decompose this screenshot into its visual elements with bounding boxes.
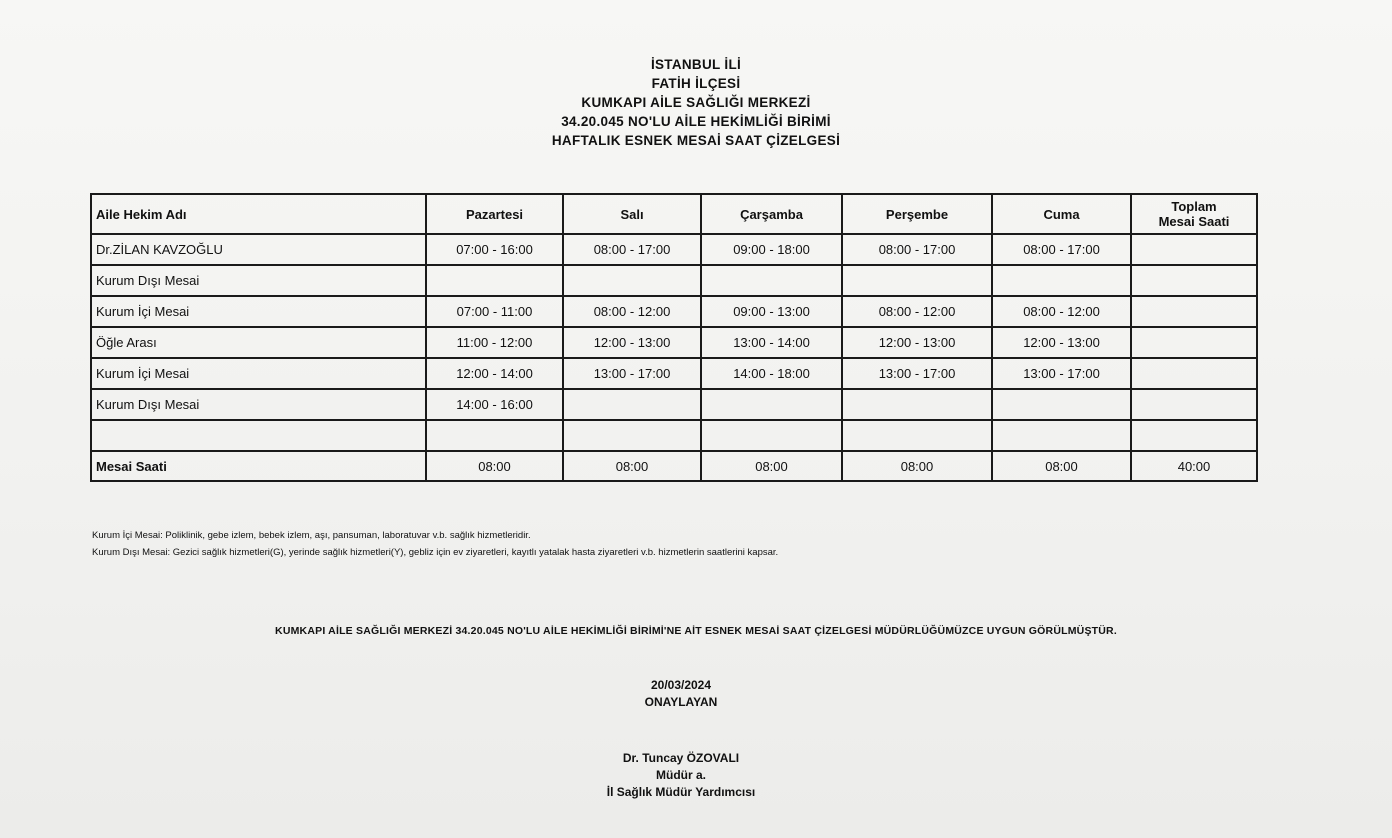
approval-statement: KUMKAPI AİLE SAĞLIĞI MERKEZİ 34.20.045 NO'LU AİLE HEKİMLİĞİ BİRİMİ'NE AİT ESNEK MESAİ SAAT ÇİZELGESİ MÜDÜRLÜĞÜMÜZCE UYGUN GÖRÜLMÜŞTÜR. — [275, 625, 1117, 637]
table-row — [91, 296, 1257, 327]
cell-thursday — [842, 389, 992, 420]
signatory-name: Dr. Tuncay ÖZOVALI — [622, 751, 740, 765]
header-tuesday: Salı — [563, 194, 701, 234]
cell-thursday: 12:00 - 13:00 — [842, 327, 992, 358]
cell-tuesday: 12:00 - 13:00 — [563, 327, 701, 358]
cell-monday: 11:00 - 12:00 — [426, 327, 563, 358]
cell-tuesday — [563, 265, 701, 296]
cell-wednesday — [701, 389, 842, 420]
cell-thursday — [842, 265, 992, 296]
header-friday: Cuma — [992, 194, 1131, 234]
cell-tuesday — [563, 420, 701, 451]
table-row — [91, 420, 1257, 451]
cell-total — [1131, 420, 1257, 451]
header-title: HAFTALIK ESNEK MESAİ SAAT ÇİZELGESİ — [551, 133, 841, 148]
total-wednesday: 08:00 — [701, 451, 842, 481]
cell-friday: 08:00 - 12:00 — [992, 296, 1131, 327]
signatory-block — [0, 750, 1362, 801]
header-province: İSTANBUL İLİ — [650, 57, 742, 72]
signatory-title: Müdür a. — [656, 768, 706, 782]
cell-wednesday — [701, 265, 842, 296]
cell-monday: 12:00 - 14:00 — [426, 358, 563, 389]
header-center: KUMKAPI AİLE SAĞLIĞI MERKEZİ — [581, 95, 811, 110]
header-name: Aile Hekim Adı — [91, 194, 426, 234]
cell-wednesday: 09:00 - 18:00 — [701, 234, 842, 265]
document-header — [0, 55, 1392, 150]
total-friday: 08:00 — [992, 451, 1131, 481]
signatory-position: İl Sağlık Müdür Yardımcısı — [606, 785, 756, 799]
cell-wednesday: 13:00 - 14:00 — [701, 327, 842, 358]
cell-total — [1131, 389, 1257, 420]
total-row-label: Mesai Saati — [91, 451, 426, 481]
cell-friday — [992, 389, 1131, 420]
cell-tuesday: 13:00 - 17:00 — [563, 358, 701, 389]
header-total-line1: Toplam — [1171, 199, 1217, 214]
total-monday: 08:00 — [426, 451, 563, 481]
row-label: Kurum İçi Mesai — [91, 358, 426, 389]
header-total — [1131, 194, 1257, 234]
footnotes — [92, 527, 778, 561]
cell-friday — [992, 420, 1131, 451]
cell-friday: 08:00 - 17:00 — [992, 234, 1131, 265]
header-total-line2: Mesai Saati — [1158, 214, 1230, 229]
header-monday: Pazartesi — [426, 194, 563, 234]
header-thursday: Perşembe — [842, 194, 992, 234]
total-thursday: 08:00 — [842, 451, 992, 481]
table-row — [91, 389, 1257, 420]
cell-thursday: 08:00 - 17:00 — [842, 234, 992, 265]
cell-thursday: 08:00 - 12:00 — [842, 296, 992, 327]
footnote-external: Kurum Dışı Mesai: Gezici sağlık hizmetleri(G), yerinde sağlık hizmetleri(Y), gebliz için ev ziyaretleri, kayıtlı yatalak hasta ziyaretleri v.b. hizmetlerin saatlerini kapsar. — [92, 547, 779, 558]
row-label: Kurum Dışı Mesai — [91, 389, 426, 420]
cell-tuesday — [563, 389, 701, 420]
cell-monday — [426, 265, 563, 296]
cell-total — [1131, 265, 1257, 296]
total-tuesday: 08:00 — [563, 451, 701, 481]
cell-monday: 07:00 - 16:00 — [426, 234, 563, 265]
cell-thursday: 13:00 - 17:00 — [842, 358, 992, 389]
cell-monday: 14:00 - 16:00 — [426, 389, 563, 420]
table-row — [91, 265, 1257, 296]
total-row — [91, 451, 1257, 481]
row-label: Öğle Arası — [91, 327, 426, 358]
row-label — [91, 420, 426, 451]
cell-monday: 07:00 - 11:00 — [426, 296, 563, 327]
cell-friday: 13:00 - 17:00 — [992, 358, 1131, 389]
cell-friday — [992, 265, 1131, 296]
header-wednesday: Çarşamba — [701, 194, 842, 234]
table-row — [91, 358, 1257, 389]
cell-monday — [426, 420, 563, 451]
cell-total — [1131, 296, 1257, 327]
table-row — [91, 234, 1257, 265]
cell-total — [1131, 327, 1257, 358]
cell-total — [1131, 358, 1257, 389]
row-label: Kurum İçi Mesai — [91, 296, 426, 327]
cell-tuesday: 08:00 - 12:00 — [563, 296, 701, 327]
approval-date-block — [0, 677, 1362, 711]
total-week: 40:00 — [1131, 451, 1257, 481]
cell-thursday — [842, 420, 992, 451]
row-label: Dr.ZİLAN KAVZOĞLU — [91, 234, 426, 265]
cell-wednesday: 09:00 - 13:00 — [701, 296, 842, 327]
approval-label: ONAYLAYAN — [644, 695, 718, 709]
approval-date: 20/03/2024 — [650, 678, 712, 692]
cell-friday: 12:00 - 13:00 — [992, 327, 1131, 358]
row-label: Kurum Dışı Mesai — [91, 265, 426, 296]
cell-tuesday: 08:00 - 17:00 — [563, 234, 701, 265]
header-unit: 34.20.045 NO'LU AİLE HEKİMLİĞİ BİRİMİ — [561, 114, 831, 129]
schedule-table — [90, 193, 1258, 482]
cell-wednesday — [701, 420, 842, 451]
footnote-internal: Kurum İçi Mesai: Poliklinik, gebe izlem, bebek izlem, aşı, pansuman, laboratuvar v.b. sağlık hizmetleridir. — [92, 530, 531, 541]
cell-total — [1131, 234, 1257, 265]
header-district: FATİH İLÇESİ — [651, 76, 741, 91]
table-header-row — [91, 194, 1257, 234]
cell-wednesday: 14:00 - 18:00 — [701, 358, 842, 389]
table-row — [91, 327, 1257, 358]
